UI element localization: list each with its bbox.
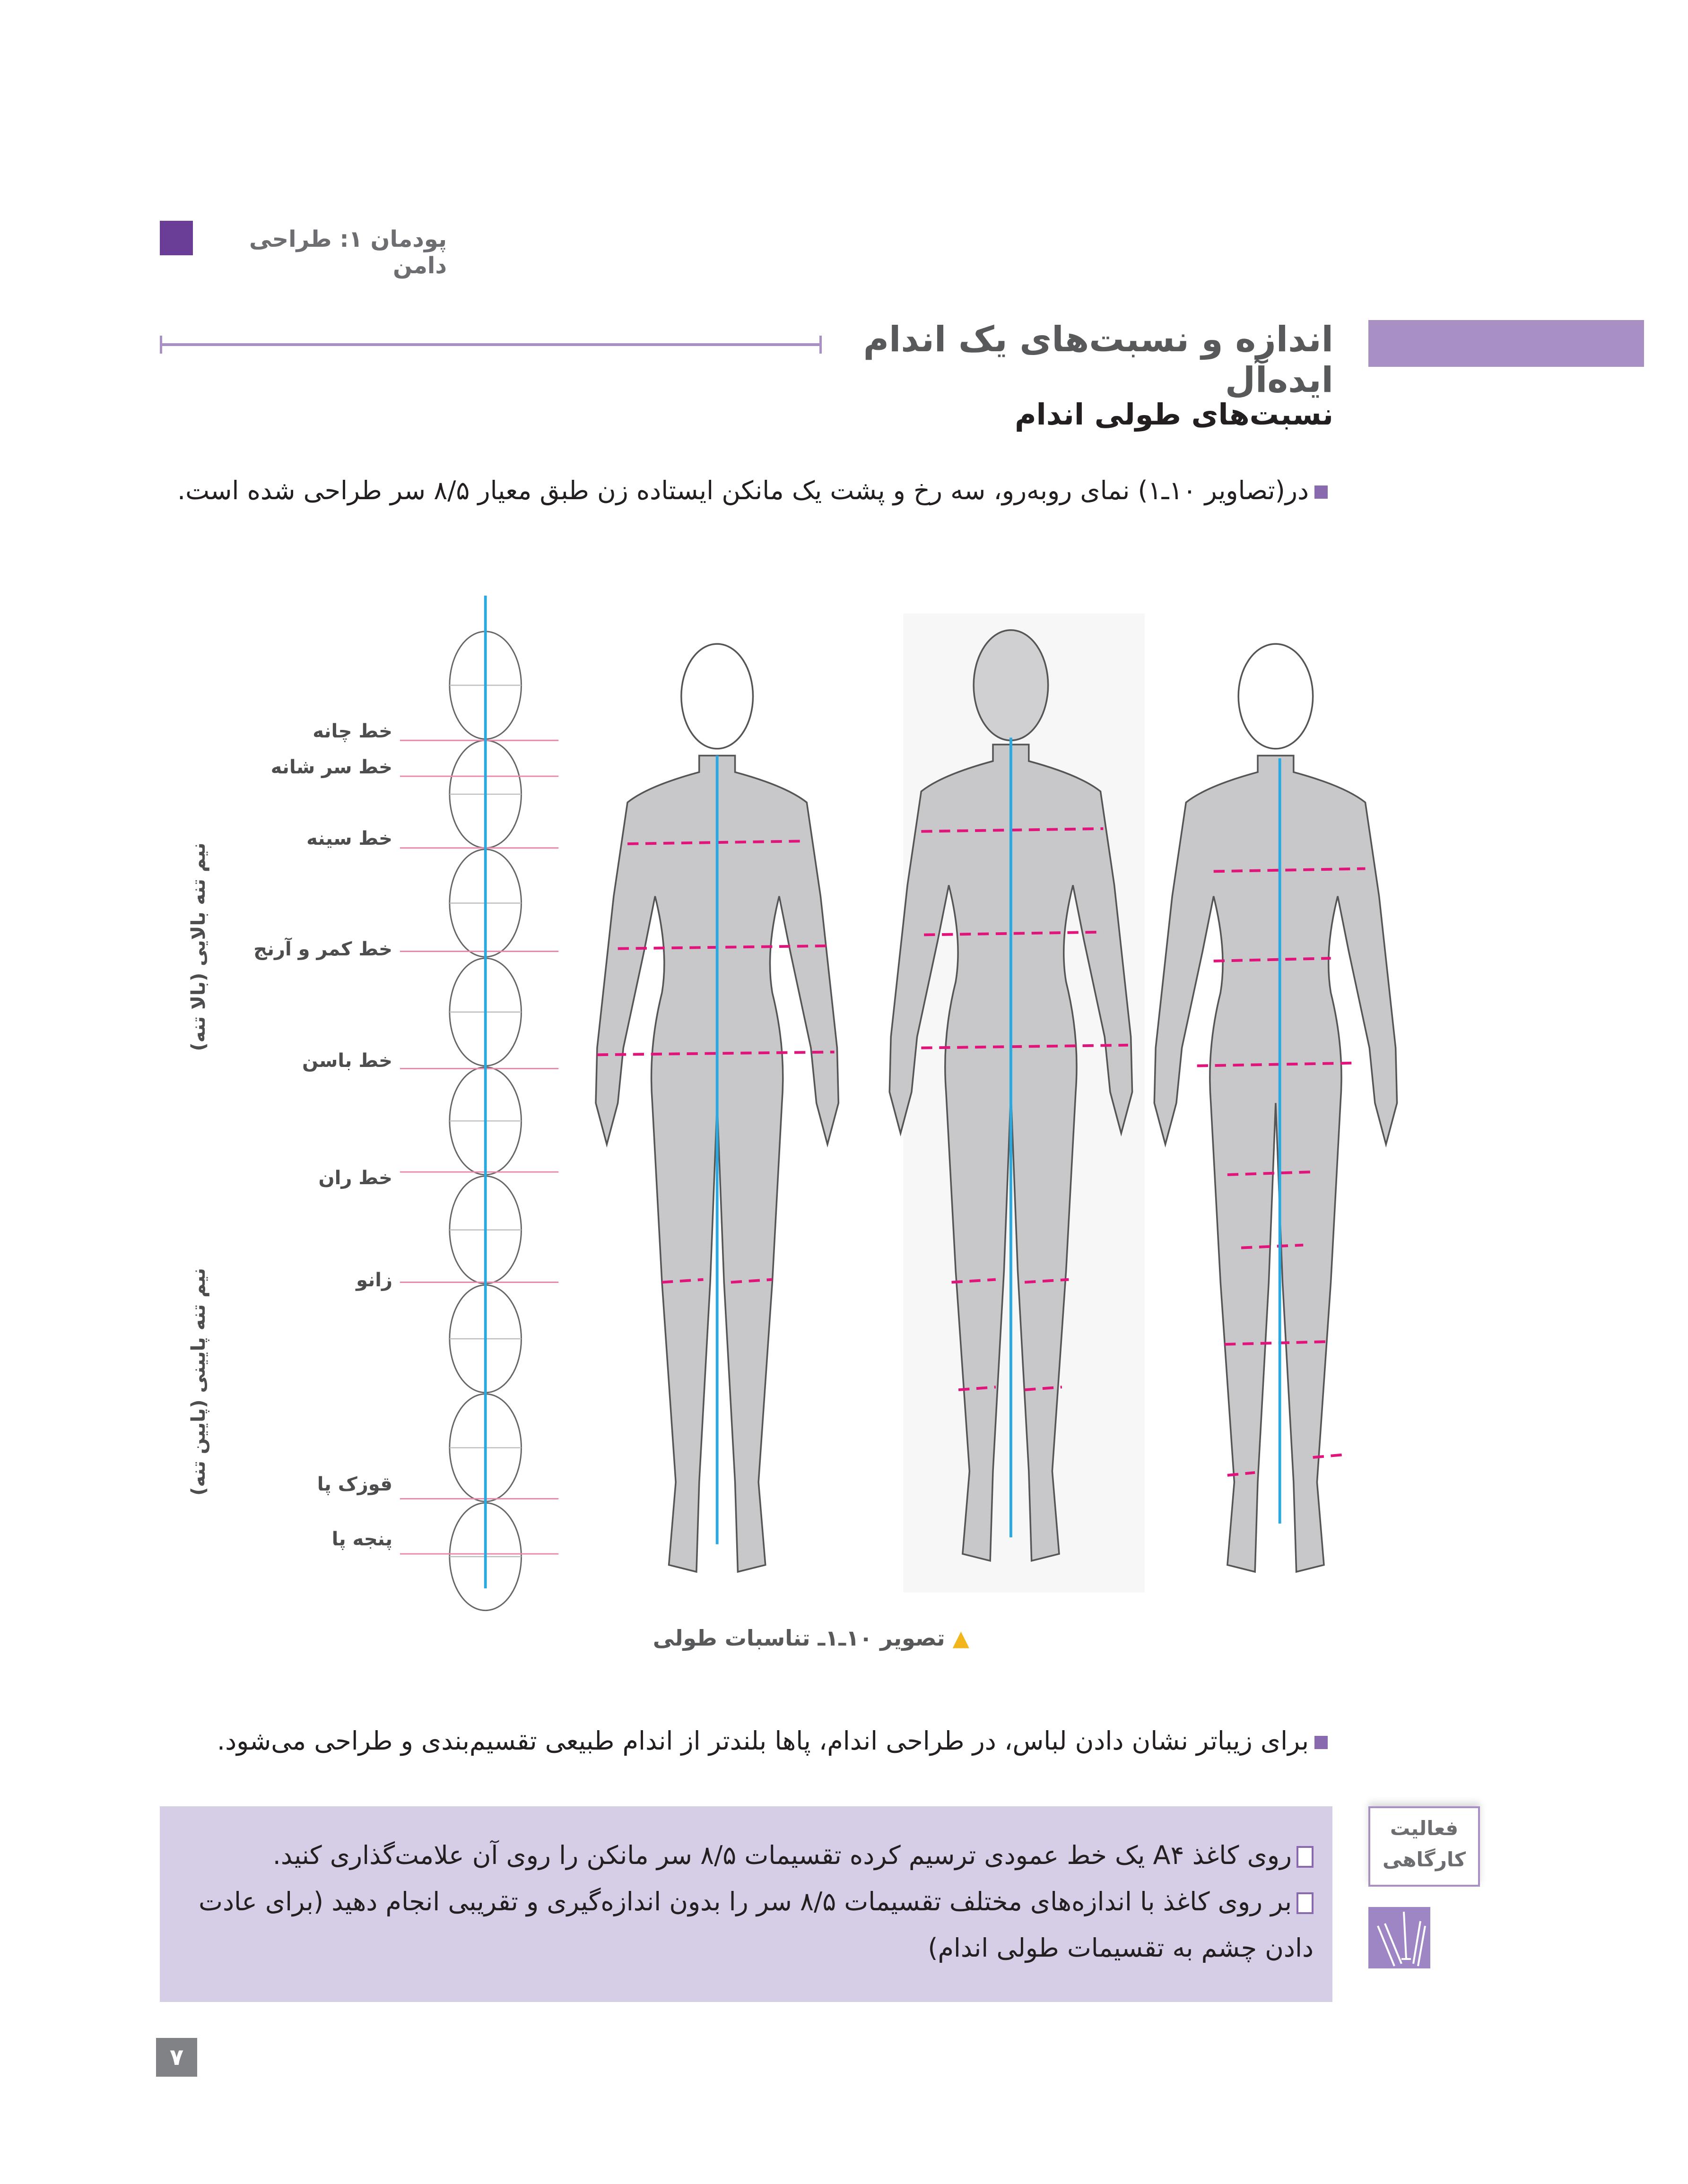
bullet-square-icon [1314, 1736, 1328, 1749]
paragraph-legs [160, 1716, 1328, 1766]
proportion-label: خط ران [318, 1167, 392, 1189]
proportion-label: پنجه پا [331, 1528, 392, 1551]
section-title: اندازه و نسبت‌های یک اندام ایده‌آل [863, 319, 1333, 400]
activity-item-text: روی کاغذ A۴ یک خط عمودی ترسیم کرده تقسیمات ۸/۵ سر مانکن را روی آن علامت‌گذاری کنید. [272, 1840, 1292, 1870]
lower-body-label: نیم تنه پایینی (پایین تنه) [188, 1268, 209, 1496]
head-units-column [400, 632, 558, 1611]
section-subtitle: نسبت‌های طولی اندام [1015, 397, 1333, 432]
activity-item-2 [160, 1879, 1332, 1971]
caption-text: تصویر ۱۰ـ۱ـ تناسبات طولی [653, 1625, 945, 1651]
proportion-label: خط سینه [306, 828, 392, 850]
proportion-label: خط باسن [302, 1050, 392, 1072]
checkbox[interactable] [1296, 1846, 1314, 1868]
proportion-label: خط سر شانه [270, 756, 392, 778]
paragraph-text: برای زیباتر نشان دادن لباس، در طراحی اندام، پاها بلندتر از اندام طبیعی تقسیم‌بندی و طراحی می‌شود. [217, 1726, 1309, 1756]
upper-body-label: نیم تنه بالایی (بالا تنه) [188, 842, 209, 1051]
proportion-label: زانو [356, 1269, 392, 1291]
page-number: ۷ [156, 2038, 197, 2077]
figure-caption [615, 1625, 969, 1651]
proportion-label: خط چانه [313, 720, 392, 742]
label-line-2: کارگاهی [1382, 1848, 1466, 1871]
activity-item-text: بر روی کاغذ با اندازه‌های مختلف تقسیمات ۸/۵ سر را بدون اندازه‌گیری و تقریبی انجام دهید (برای عادت دادن چشم به تقسیمات طولی اندام) [199, 1887, 1314, 1963]
paragraph-text: در(تصاویر ۱۰ـ۱) نمای روبه‌رو، سه رخ و پشت یک مانکن ایستاده زن طبق معیار ۸/۵ سر طراحی شده است. [177, 476, 1309, 505]
three-quarter-view-figure [1154, 644, 1397, 1572]
workshop-activity-label [1368, 1806, 1480, 1887]
proportion-label: خط کمر و آرنج [253, 938, 392, 960]
proportion-label: قوزک پا [317, 1473, 392, 1495]
activity-box [160, 1806, 1332, 2002]
drawing-tools-icon [1368, 1907, 1430, 1968]
triangle-icon: ▲ [952, 1625, 969, 1651]
module-header: پودمان ۱: طراحی دامن [249, 226, 447, 279]
activity-item-1 [160, 1806, 1332, 1879]
label-line-1: فعالیت [1390, 1817, 1459, 1840]
checkbox[interactable] [1296, 1892, 1314, 1914]
